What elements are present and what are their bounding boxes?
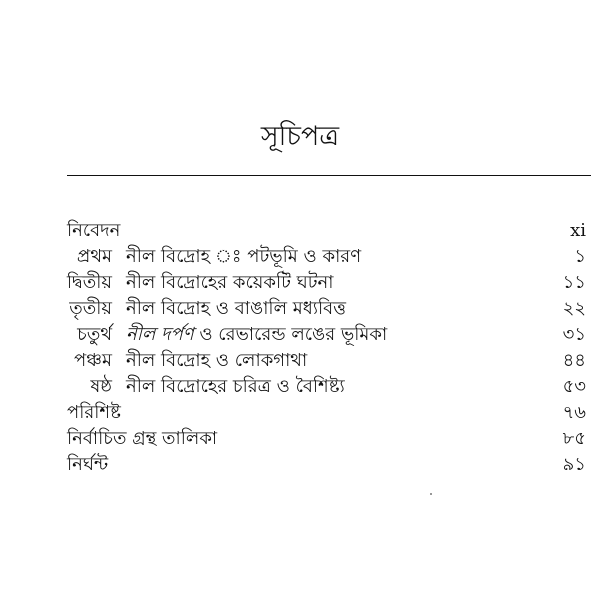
chapter-title: নীল বিদ্রোহ ও বাঙালি মধ্যবিত্ত bbox=[126, 298, 347, 319]
toc-row-bibliography[interactable] bbox=[0, 426, 600, 452]
chapter-title bbox=[126, 322, 387, 348]
chapter-ordinal: প্রথম bbox=[76, 246, 112, 267]
toc-page-number: ৭৬ bbox=[562, 402, 586, 423]
toc-label: নিবেদন bbox=[67, 220, 121, 241]
toc-page-number: ১ bbox=[574, 246, 586, 267]
chapter-ordinal: দ্বিতীয় bbox=[66, 272, 112, 293]
toc-row-chapter-4[interactable] bbox=[0, 322, 600, 348]
chapter-title: নীল বিদ্রোহের কয়েকটি ঘটনা bbox=[126, 272, 334, 293]
chapter-title: নীল বিদ্রোহ ঃ পটভূমি ও কারণ bbox=[126, 246, 362, 267]
scan-speck bbox=[430, 493, 432, 495]
toc-page-number: ৮৫ bbox=[562, 428, 586, 449]
toc-row-chapter-2[interactable] bbox=[0, 270, 600, 296]
toc-page-number: ৪৪ bbox=[562, 350, 586, 371]
toc-page-number: ৯১ bbox=[562, 454, 586, 475]
toc-page-number: xi bbox=[570, 220, 586, 241]
toc-page-number: ২২ bbox=[562, 298, 586, 319]
toc-row-chapter-3[interactable] bbox=[0, 296, 600, 322]
toc-label: নির্ঘন্ট bbox=[67, 454, 109, 475]
chapter-ordinal: ষষ্ঠ bbox=[90, 376, 112, 397]
toc-page-number: ৫৩ bbox=[562, 376, 586, 397]
toc-row-preface[interactable] bbox=[0, 218, 600, 244]
toc-row-index[interactable] bbox=[0, 452, 600, 478]
toc-row-chapter-1[interactable] bbox=[0, 244, 600, 270]
toc-page-number: ৩১ bbox=[562, 324, 586, 345]
chapter-title-rest: ও রেভারেন্ড লঙের ভূমিকা bbox=[193, 324, 388, 345]
toc-label: নির্বাচিত গ্রন্থ তালিকা bbox=[67, 428, 218, 449]
toc-label: পরিশিষ্ট bbox=[67, 402, 121, 423]
toc-page-number: ১১ bbox=[562, 272, 586, 293]
toc-row-appendix[interactable] bbox=[0, 400, 600, 426]
chapter-ordinal: তৃতীয় bbox=[69, 298, 112, 319]
page-title: সূচিপত্র bbox=[260, 121, 340, 152]
toc-row-chapter-6[interactable] bbox=[0, 374, 600, 400]
chapter-title-italic: নীল দর্পণ bbox=[126, 324, 194, 345]
chapter-ordinal: পঞ্চম bbox=[74, 350, 112, 371]
chapter-title: নীল বিদ্রোহের চরিত্র ও বৈশিষ্ট্য bbox=[126, 376, 345, 397]
toc-row-chapter-5[interactable] bbox=[0, 348, 600, 374]
chapter-title: নীল বিদ্রোহ ও লোকগাথা bbox=[126, 350, 308, 371]
chapter-ordinal: চতুর্থ bbox=[77, 324, 112, 345]
